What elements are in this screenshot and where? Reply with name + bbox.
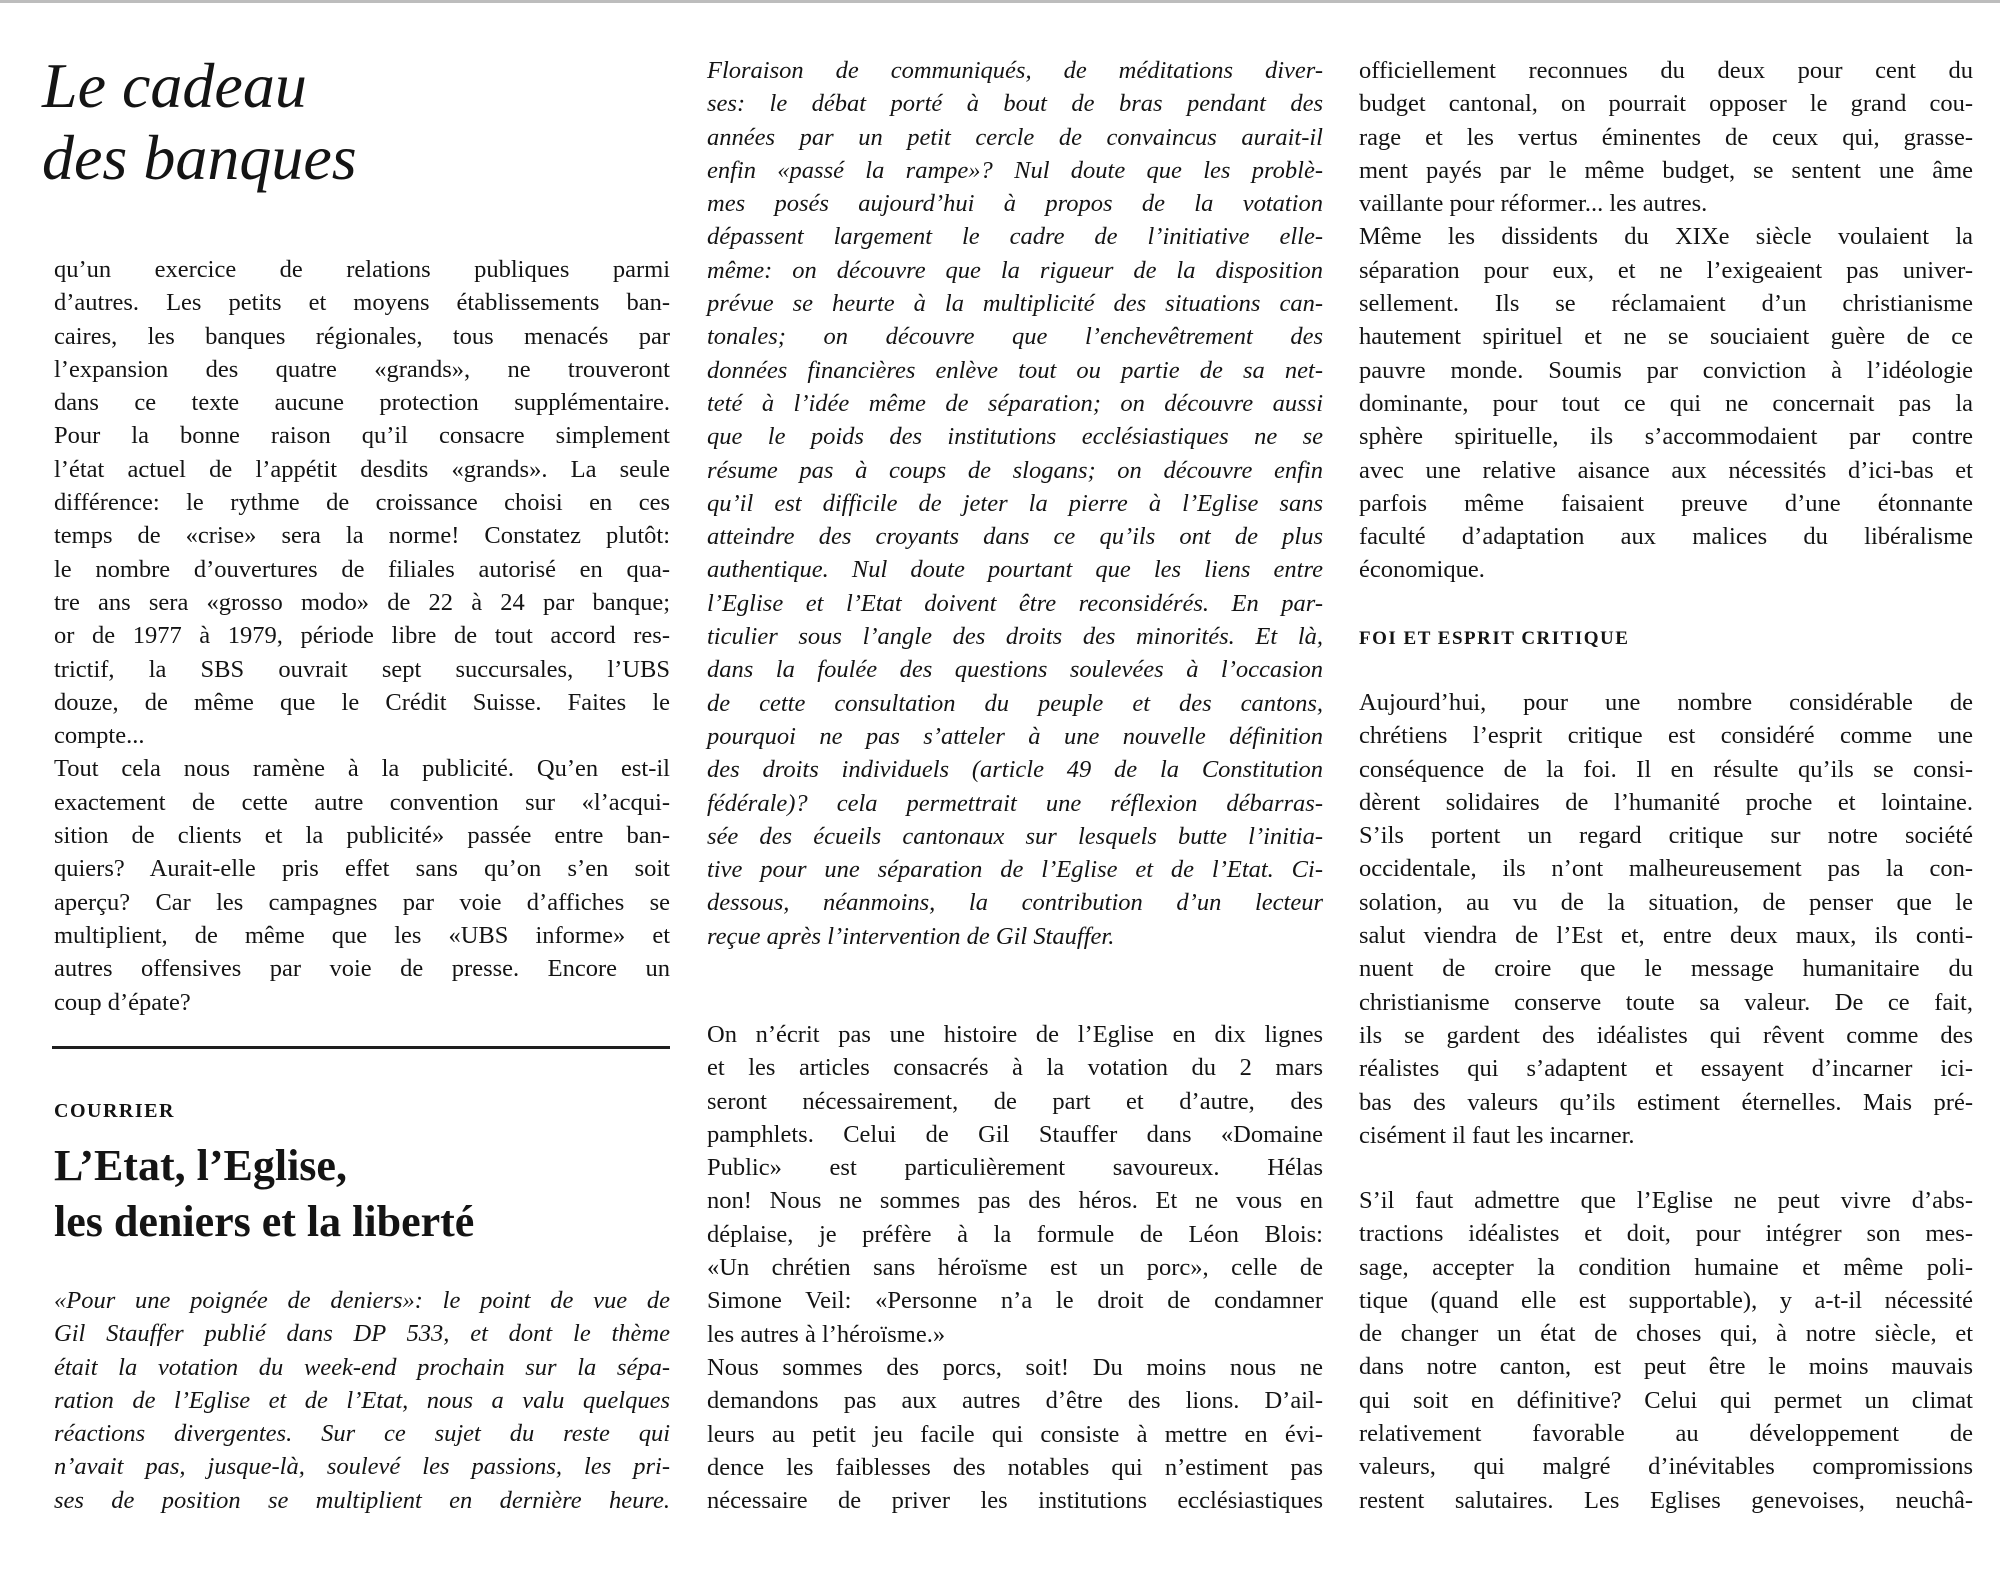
text-line: faculté d’adaptation aux malices du libéralisme	[1359, 523, 1973, 551]
text-line: atteindre des croyants dans ce qu’ils ont de plus	[707, 523, 1323, 551]
text-line: S’il faut admettre que l’Eglise ne peut vivre d’abs-	[1359, 1187, 1973, 1214]
text-line: occidentale, ils n’ont malheureusement pas la con-	[1359, 855, 1973, 883]
text-line: données financières enlève tout ou partie de sa net-	[707, 356, 1323, 384]
text-line: hautement spirituel et ne se souciaient guère de ce	[1359, 323, 1973, 351]
article-title-cadeau-banques	[42, 50, 357, 194]
text-line: relativement favorable au développement de	[1359, 1420, 1973, 1448]
text-line: qu’un exercice de relations publiques parmi	[54, 256, 670, 283]
text-line: authentique. Nul doute pourtant que les liens entre	[707, 556, 1323, 584]
text-line: séparation pour eux, et ne l’exigeaient pas univer-	[1359, 256, 1973, 284]
text-line: de cette consultation du peuple et des cantons,	[707, 689, 1323, 717]
text-line: qui soit en définitive? Celui qui permet un climat	[1359, 1386, 1973, 1414]
text-line: sition de clients et la publicité» passée entre ban-	[54, 822, 670, 850]
text-line: reçue après l’intervention de Gil Stauffer.	[707, 922, 1115, 950]
text-line: même: on découvre que la rigueur de la disposition	[707, 256, 1323, 284]
text-line: coup d’épate?	[54, 988, 191, 1016]
text-line: dans notre canton, est peut être le moins mauvais	[1359, 1353, 1973, 1381]
text-line: non! Nous ne sommes pas des héros. Et ne vous en	[707, 1187, 1323, 1215]
text-line: Tout cela nous ramène à la publicité. Qu’en est-il	[54, 755, 670, 783]
article2-body-part3	[1359, 686, 1973, 1152]
text-line: demandons pas aux autres d’être des lions. D’ail-	[707, 1387, 1323, 1415]
text-line: dèrent solidaires de l’humanité proche et lointaine.	[1359, 788, 1973, 816]
text-line: avec une relative aisance aux nécessités d’ici-bas et	[1359, 456, 1973, 484]
text-line: tonales; on découvre que l’enchevêtrement des	[707, 323, 1323, 351]
text-line: des droits individuels (article 49 de la Constitution	[707, 756, 1323, 784]
text-line: les autres à l’héroïsme.»	[707, 1320, 946, 1348]
text-line: rage et les vertus éminentes de ceux qui, grasse-	[1359, 123, 1973, 151]
text-line: dans ce texte aucune protection supplémentaire.	[54, 389, 670, 417]
article-title-etat-eglise	[54, 1138, 474, 1250]
text-line: exactement de cette autre convention sur «l’acqui-	[54, 788, 670, 816]
title-line: les deniers et la liberté	[54, 1197, 475, 1246]
text-line: de changer un état de choses qui, à notre siècle, et	[1359, 1320, 1973, 1348]
text-line: résume pas à coups de slogans; on découvre enfin	[707, 456, 1323, 484]
text-line: officiellement reconnues du deux pour cent du	[1359, 57, 1973, 84]
text-line: nécessaire de priver les institutions ecclésiastiques	[707, 1487, 1323, 1515]
text-line: années par un petit cercle de convaincus aurait-il	[707, 123, 1323, 151]
text-line: sphère spirituelle, ils s’accommodaient par contre	[1359, 423, 1973, 451]
text-line: ils se gardent des idéalistes qui rêvent comme des	[1359, 1021, 1973, 1049]
text-line: ses de position se multiplient en dernière heure.	[54, 1486, 670, 1514]
text-line: ration de l’Eglise et de l’Etat, nous a valu quelques	[54, 1386, 670, 1414]
text-line: Aujourd’hui, pour une nombre considérable de	[1359, 689, 1973, 716]
text-line: «Pour une poignée de deniers»: le point de vue de	[54, 1287, 670, 1314]
text-line: l’Eglise et l’Etat doivent être reconsidérés. En par-	[707, 589, 1323, 617]
text-line: Floraison de communiqués, de méditations diver-	[707, 57, 1323, 84]
text-line: budget cantonal, on pourrait opposer le grand cou-	[1359, 90, 1973, 118]
text-line: cisément il faut les incarner.	[1359, 1121, 1635, 1149]
article2-body-part4	[1359, 1184, 1973, 1517]
text-line: sage, accepter la condition humaine et même poli-	[1359, 1253, 1973, 1281]
text-line: seront nécessairement, de part et d’autre, des	[707, 1087, 1323, 1115]
article2-intro-part2	[707, 54, 1323, 953]
text-line: pourquoi ne pas s’atteler à une nouvelle définition	[707, 722, 1323, 750]
text-line: chrétiens l’esprit critique est considéré comme une	[1359, 722, 1973, 750]
subhead-foi-esprit-critique: FOI ET ESPRIT CRITIQUE	[1359, 628, 1630, 649]
text-line: le nombre d’ouvertures de filiales autorisé en qua-	[54, 555, 670, 583]
text-line: Même les dissidents du XIXe siècle voulaient la	[1359, 223, 1973, 251]
text-line: vaillante pour réformer... les autres.	[1359, 190, 1708, 218]
text-line: parfois même faisaient preuve d’une étonnante	[1359, 489, 1973, 517]
text-line: dominante, pour tout ce qui ne concernait pas la	[1359, 389, 1973, 417]
text-line: sée des écueils cantonaux sur lesquels butte l’initia-	[707, 822, 1323, 850]
text-line: l’état actuel de l’appétit desdits «grands». La seule	[54, 455, 670, 483]
text-line: valeurs, qui malgré d’inévitables compromissions	[1359, 1453, 1973, 1481]
text-line: sellement. Ils se réclamaient d’un christianisme	[1359, 290, 1973, 318]
text-line: caires, les banques régionales, tous menacés par	[54, 322, 670, 350]
text-line: pamphlets. Celui de Gil Stauffer dans «Domaine	[707, 1120, 1323, 1148]
title-line: des banques	[42, 122, 357, 193]
text-line: tique (quand elle est supportable), y a-t-il nécessité	[1359, 1286, 1973, 1314]
text-line: prévue se heurte à la multiplicité des situations can-	[707, 290, 1323, 318]
text-line: Nous sommes des porcs, soit! Du moins nous ne	[707, 1353, 1323, 1381]
text-line: teté à l’idée même de séparation; on découvre aussi	[707, 389, 1323, 417]
title-line: Le cadeau	[42, 50, 307, 121]
text-line: réactions divergentes. Sur ce sujet du reste qui	[54, 1420, 670, 1448]
article2-body-part1	[707, 1018, 1323, 1517]
text-line: que le poids des institutions ecclésiastiques ne se	[707, 423, 1323, 451]
text-line: était la votation du week-end prochain sur la sépa-	[54, 1353, 670, 1381]
text-line: aperçu? Car les campagnes par voie d’affiches se	[54, 888, 670, 916]
text-line: déplaise, je préfère à la formule de Léon Blois:	[707, 1220, 1323, 1248]
text-line: fédérale)? cela permettrait une réflexion débarras-	[707, 789, 1323, 817]
text-line: économique.	[1359, 556, 1485, 584]
title-line: L’Etat, l’Eglise,	[54, 1141, 347, 1190]
text-line: Simone Veil: «Personne n’a le droit de condamner	[707, 1287, 1323, 1315]
section-kicker: COURRIER	[54, 1100, 175, 1122]
text-line: bas des valeurs qu’ils estiment éternelles. Mais pré-	[1359, 1088, 1973, 1116]
text-line: salut viendra de l’Est et, entre deux maux, ils conti-	[1359, 922, 1973, 950]
text-line: Pour la bonne raison qu’il consacre simplement	[54, 422, 670, 450]
text-line: «Un chrétien sans héroïsme est un porc», celle de	[707, 1254, 1323, 1282]
text-line: qu’il est difficile de jeter la pierre à l’Eglise sans	[707, 489, 1323, 517]
text-line: or de 1977 à 1979, période libre de tout accord res-	[54, 622, 670, 650]
text-line: solation, au vu de la situation, de penser que le	[1359, 888, 1973, 916]
article2-body-part2	[1359, 54, 1973, 587]
text-line: christianisme conserve toute sa valeur. De ce fait,	[1359, 988, 1973, 1016]
text-line: quiers? Aurait-elle pris effet sans qu’on s’en soit	[54, 855, 670, 883]
text-line: temps de «crise» sera la norme! Constatez plutôt:	[54, 522, 670, 550]
text-line: nuent de croire que le message humanitaire du	[1359, 955, 1973, 983]
section-divider	[52, 1046, 670, 1049]
text-line: On n’écrit pas une histoire de l’Eglise en dix lignes	[707, 1021, 1323, 1048]
text-line: Gil Stauffer publié dans DP 533, et dont le thème	[54, 1320, 670, 1348]
text-line: autres offensives par voie de presse. Encore un	[54, 955, 670, 983]
text-line: tive pour une séparation de l’Eglise et de l’Etat. Ci-	[707, 856, 1323, 884]
text-line: dans la foulée des questions soulevées à l’occasion	[707, 656, 1323, 684]
text-line: dessous, néanmoins, la contribution d’un lecteur	[707, 889, 1323, 917]
text-line: Public» est particulièrement savoureux. Hélas	[707, 1154, 1323, 1182]
text-line: dépassent largement le cadre de l’initiative elle-	[707, 223, 1323, 251]
text-line: trictif, la SBS ouvrait sept succursales, l’UBS	[54, 655, 670, 683]
text-line: multiplient, de même que les «UBS informe» et	[54, 921, 670, 949]
text-line: et les articles consacrés à la votation du 2 mars	[707, 1054, 1323, 1082]
text-line: d’autres. Les petits et moyens établissements ban-	[54, 289, 670, 317]
text-line: ment payés par le même budget, se sentent une âme	[1359, 156, 1973, 184]
top-rule	[0, 0, 2000, 3]
text-line: n’avait pas, jusque-là, soulevé les passions, les pri-	[54, 1453, 670, 1481]
text-line: ticulier sous l’angle des droits des minorités. Et là,	[707, 623, 1323, 651]
text-line: conséquence de la foi. Il en résulte qu’ils se consi-	[1359, 755, 1973, 783]
text-line: restent salutaires. Les Eglises genevoises, neuchâ-	[1359, 1486, 1973, 1514]
text-line: tre ans sera «grosso modo» de 22 à 24 par banque;	[54, 588, 670, 616]
text-line: différence: le rythme de croissance choisi en ces	[54, 489, 670, 517]
text-line: compte...	[54, 722, 145, 750]
article2-intro-part1	[54, 1284, 670, 1517]
text-line: douze, de même que le Crédit Suisse. Faites le	[54, 688, 670, 716]
text-line: dence les faiblesses des notables qui n’estiment pas	[707, 1453, 1323, 1481]
text-line: leurs au petit jeu facile qui consiste à mettre en évi-	[707, 1420, 1323, 1448]
text-line: mes posés aujourd’hui à propos de la votation	[707, 190, 1323, 218]
text-line: enfin «passé la rampe»? Nul doute que les problè-	[707, 156, 1323, 184]
text-line: pauvre monde. Soumis par conviction à l’idéologie	[1359, 356, 1973, 384]
article1-body	[54, 253, 670, 1019]
text-line: S’ils portent un regard critique sur notre société	[1359, 822, 1973, 850]
text-line: ses: le débat porté à bout de bras pendant des	[707, 90, 1323, 118]
text-line: l’expansion des quatre «grands», ne trouveront	[54, 355, 670, 383]
text-line: réalistes qui s’adaptent et essayent d’incarner ici-	[1359, 1055, 1973, 1083]
text-line: tractions idéalistes et doit, pour intégrer son mes-	[1359, 1220, 1973, 1248]
